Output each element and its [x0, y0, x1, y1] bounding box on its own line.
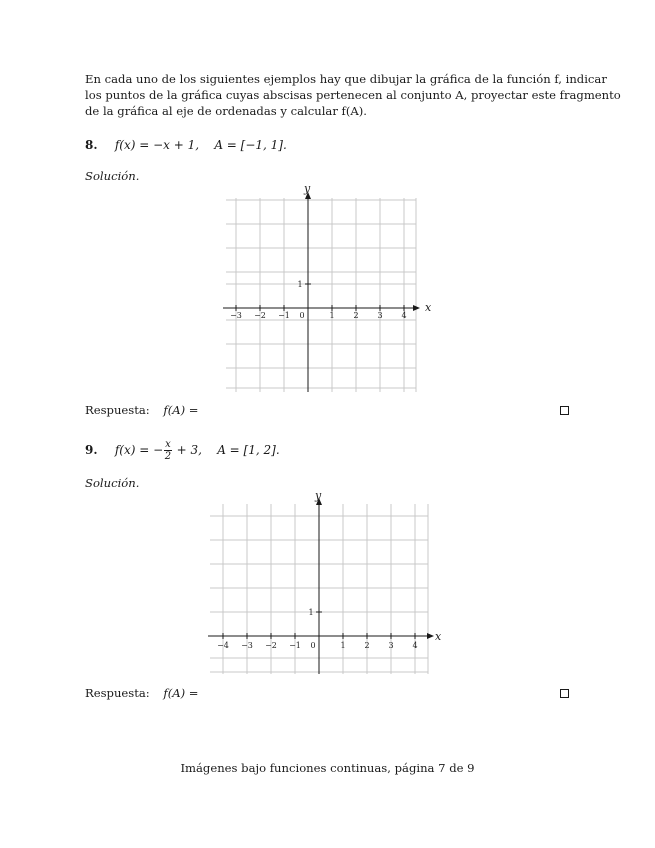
problem-formula-prefix: f(x) = − — [114, 443, 164, 457]
problem-formula: f(x) = −x + 1, — [114, 138, 200, 152]
problem-number: 8. — [85, 138, 98, 152]
x-tick-label: 3 — [388, 641, 394, 650]
x-tick-label: −3 — [241, 641, 253, 650]
intro-line: de la gráfica al eje de ordenadas y calcular f(A). — [85, 104, 367, 118]
x-tick-label: −2 — [254, 311, 266, 320]
answer-problem-8 — [85, 403, 199, 417]
problem-8-statement — [85, 138, 287, 152]
problem-set: A = [−1, 1]. — [214, 138, 287, 152]
intro-line: los puntos de la gráfica cuyas abscisas pertenecen al conjunto A, proyectar este fragmento — [85, 88, 621, 102]
graph-problem-9 — [206, 488, 446, 676]
page-footer: Imágenes bajo funciones continuas, página 7 de 9 — [180, 761, 475, 775]
x-tick-label: 1 — [329, 311, 335, 320]
intro-line: En cada uno de los siguientes ejemplos hay que dibujar la gráfica de la función f, indicar — [85, 72, 607, 86]
answer-problem-9 — [85, 686, 199, 700]
x-tick-label: −1 — [278, 311, 290, 320]
qed-box — [560, 406, 569, 415]
origin-label: 0 — [299, 311, 305, 320]
x-tick-label: −3 — [230, 311, 242, 320]
x-tick-label: 2 — [353, 311, 359, 320]
y-tick-label: 1 — [308, 608, 314, 617]
x-axis-label: x — [435, 630, 442, 643]
y-axis-label: y — [304, 182, 311, 195]
x-tick-label: 4 — [412, 641, 418, 650]
fraction-numerator: x — [165, 439, 171, 450]
grid — [226, 198, 416, 392]
problem-set: A = [1, 2]. — [217, 443, 280, 457]
qed-box — [560, 689, 569, 698]
answer-expression: f(A) = — [163, 403, 199, 417]
x-tick-label: 4 — [401, 311, 407, 320]
answer-label: Respuesta: — [85, 403, 150, 417]
x-tick-label: −2 — [265, 641, 277, 650]
x-tick-label: −1 — [289, 641, 301, 650]
x-tick-label: −4 — [217, 641, 229, 650]
solution-label: Solución. — [85, 476, 140, 490]
problem-9-statement — [85, 439, 280, 462]
answer-expression: f(A) = — [163, 686, 199, 700]
y-axis-label: y — [315, 489, 322, 502]
fraction-denominator: 2 — [164, 451, 172, 462]
intro-paragraph — [85, 71, 621, 119]
x-tick-label: 3 — [377, 311, 383, 320]
fraction — [164, 439, 172, 462]
origin-label: 0 — [310, 641, 316, 650]
x-axis-label: x — [425, 301, 432, 314]
problem-formula-suffix: + 3, — [176, 443, 202, 457]
x-axis-arrow — [427, 633, 434, 639]
y-tick-label: 1 — [297, 280, 303, 289]
x-tick-label: 2 — [364, 641, 370, 650]
x-tick-label: 1 — [340, 641, 346, 650]
answer-label: Respuesta: — [85, 686, 150, 700]
graph-problem-8 — [220, 182, 440, 394]
problem-number: 9. — [85, 443, 98, 457]
solution-label: Solución. — [85, 169, 140, 183]
